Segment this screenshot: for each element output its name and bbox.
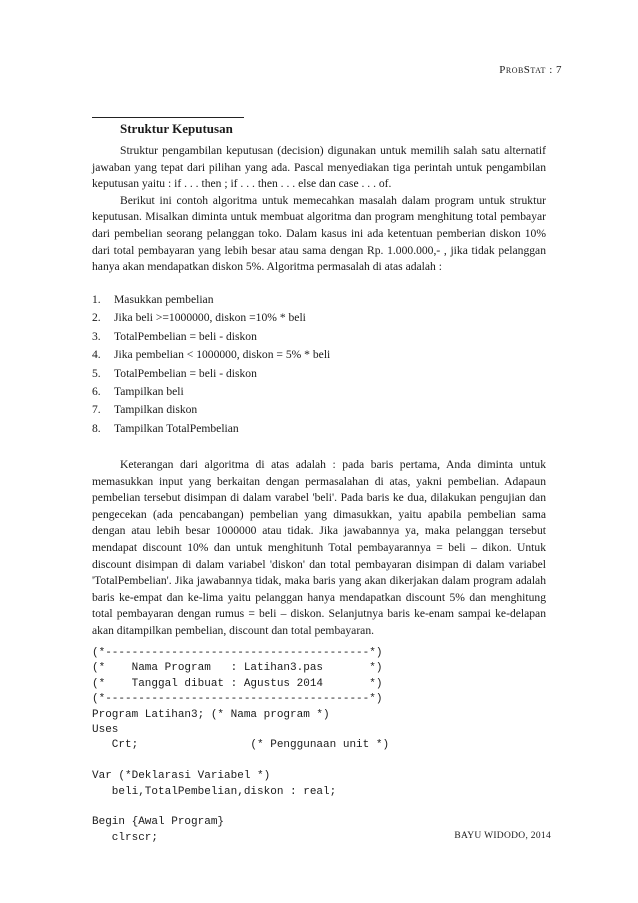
code-line: clrscr; bbox=[92, 831, 159, 844]
step-number: 2. bbox=[92, 311, 101, 325]
section-rule bbox=[92, 117, 244, 118]
step-number: 4. bbox=[92, 348, 101, 362]
list-item bbox=[92, 383, 546, 401]
section-title: Struktur Keputusan bbox=[120, 121, 233, 136]
step-text: TotalPembelian = beli - diskon bbox=[114, 329, 257, 343]
code-line: (*----------------------------------------*) bbox=[92, 647, 383, 659]
step-number: 7. bbox=[92, 403, 101, 417]
code-line: (* Nama Program : Latihan3.pas *) bbox=[92, 662, 383, 675]
intro-paragraph: Struktur pengambilan keputusan (decision) digunakan untuk memilih salah satu alternatif jawaban yang tepat dari pilihan yang ada. Pascal menyediakan tiga perintah untuk pengambilan keputusan yaitu : if . . . then ; if . . . then . . . else dan case . . . of. bbox=[92, 144, 546, 191]
step-text: Tampilkan beli bbox=[114, 385, 184, 399]
step-number: 5. bbox=[92, 366, 101, 380]
step-number: 3. bbox=[92, 329, 101, 343]
code-line: Crt; (* Penggunaan unit *) bbox=[92, 739, 390, 752]
code-line: (* Tanggal dibuat : Agustus 2014 *) bbox=[92, 677, 383, 690]
step-text: Masukkan pembelian bbox=[114, 293, 214, 306]
code-line: Program Latihan3; (* Nama program *) bbox=[92, 708, 330, 721]
step-text: Jika beli >=1000000, diskon =10% * beli bbox=[114, 311, 306, 325]
list-item bbox=[92, 365, 546, 383]
code-line: Var (*Deklarasi Variabel *) bbox=[92, 770, 271, 783]
code-line: beli,TotalPembelian,diskon : real; bbox=[92, 785, 337, 798]
list-item bbox=[92, 328, 546, 346]
code-line: Begin {Awal Program} bbox=[92, 816, 225, 829]
code-block bbox=[92, 646, 552, 846]
algorithm-steps bbox=[92, 291, 546, 438]
step-text: Jika pembelian < 1000000, diskon = 5% * beli bbox=[114, 348, 331, 362]
running-header: ProbStat : 7 bbox=[499, 64, 562, 76]
intro-paragraph: Berikut ini contoh algoritma untuk memecahkan masalah dalam program untuk struktur keputusan. Misalkan diminta untuk membuat algoritma dan program menghitung total pembayar dari pembelian seorang pelanggan toko. Dalam kasus ini ada ketentuan pemberian diskon 10% dari total pembayaran yang lebih besar atau sama dengan Rp. 1.000.000,- , jika tidak pelanggan hanya akan mendapatkan diskon 5%. Algoritma permasalah di atas adalah : bbox=[92, 193, 546, 274]
list-item bbox=[92, 309, 546, 327]
list-item bbox=[92, 291, 546, 309]
explanation-text bbox=[92, 457, 546, 640]
list-item bbox=[92, 346, 546, 364]
page-footer: BAYU WIDODO, 2014 bbox=[454, 831, 551, 841]
intro-text bbox=[92, 143, 546, 276]
step-number: 8. bbox=[92, 421, 101, 435]
code-line: (*----------------------------------------*) bbox=[92, 693, 383, 706]
step-number: 1. bbox=[92, 293, 101, 306]
step-text: Tampilkan diskon bbox=[114, 403, 198, 417]
list-item bbox=[92, 401, 546, 419]
step-text: TotalPembelian = beli - diskon bbox=[114, 366, 257, 380]
code-line: Uses bbox=[92, 724, 119, 737]
list-item bbox=[92, 420, 546, 438]
step-number: 6. bbox=[92, 385, 101, 399]
explanation-paragraph: Keterangan dari algoritma di atas adalah : pada baris pertama, Anda diminta untuk memasukkan input yang berkaitan dengan permasalahan di atas, yakni pembelian. Adapaun pembelian tersebut disimpan di dalam varabel 'beli'. Pada baris ke dua, dilakukan pengujian dan pengecekan (ada pencabangan) pembelian yang dimasukkan, yaitu apabila pembelian sama dengan atau lebih besar 1000000 atau tidak. Jika jawabannya ya, maka pelanggan tersebut mendapat discount 10% dan untuk menghitunh Total pembayarannya = beli – dikon. Untuk discount disimpan di dalam variabel 'diskon' dan total pembayaran disimpan di dalam variabel 'TotalPembelian'. Jika jawabannya tidak, maka baris yang akan dikerjakan dalam program adalah baris ke-empat dan ke-lima yaitu pelanggan hanya mendapatkan discount 5% dan menghitung total pembayaran dengan rumus = beli – diskon. Selanjutnya baris ke-enam sampai ke-delapan akan ditampilkan pembelian, discount dan total pembayaran. bbox=[92, 458, 546, 637]
step-text: Tampilkan TotalPembelian bbox=[114, 421, 239, 435]
